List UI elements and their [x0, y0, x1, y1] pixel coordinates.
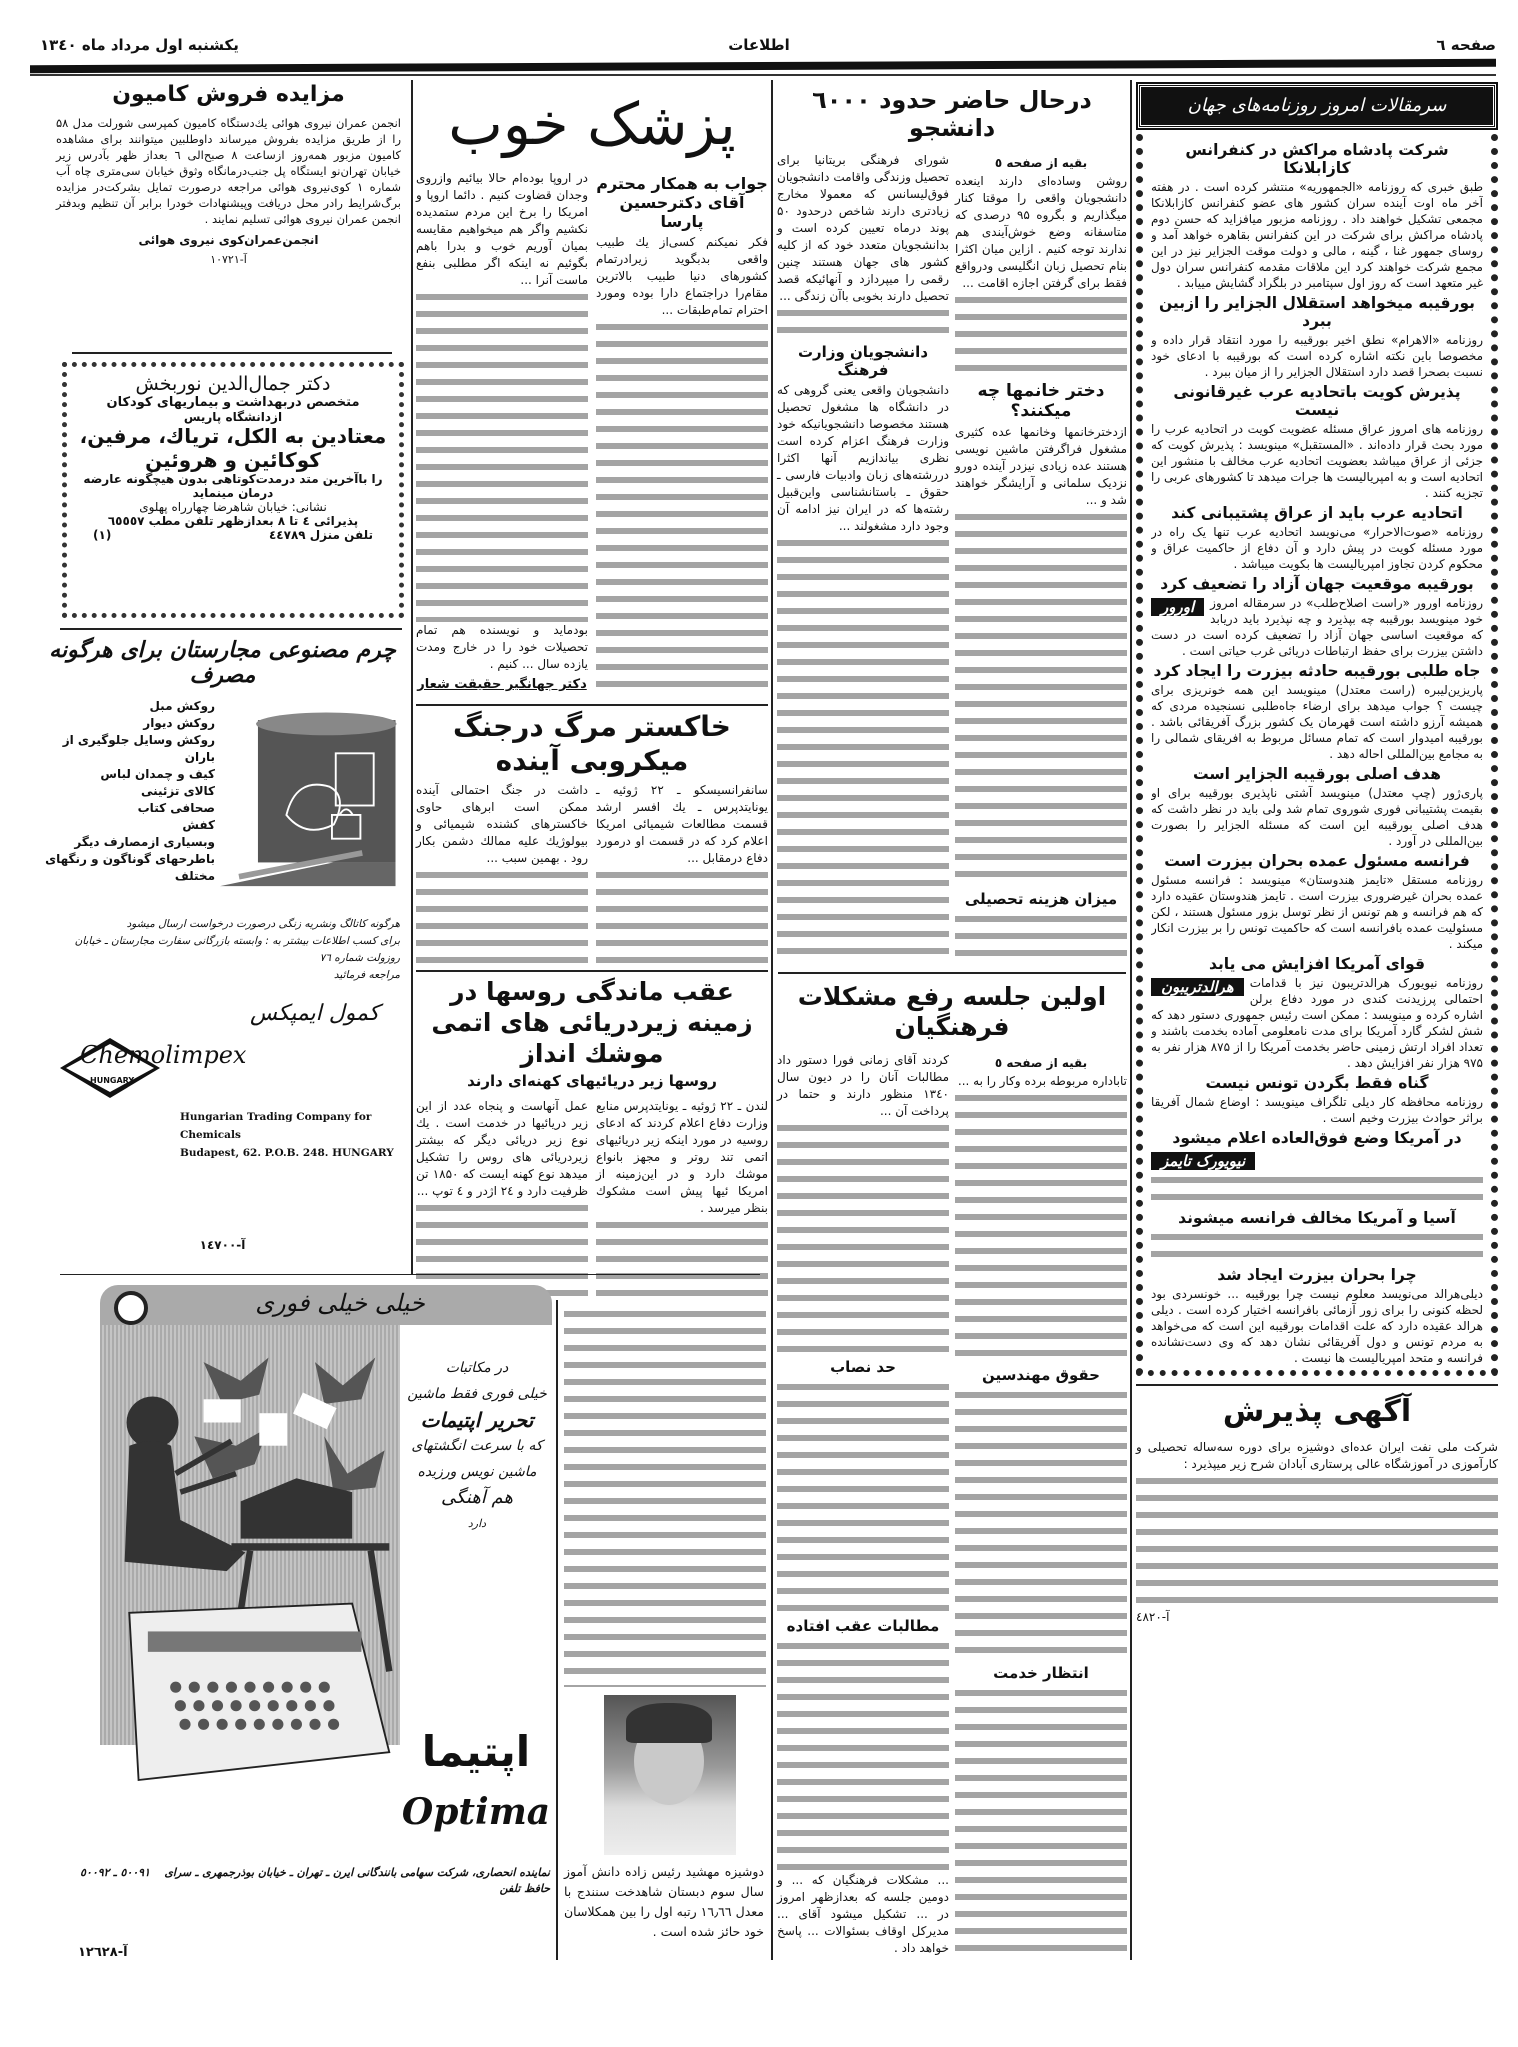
- editorials-banner: سرمقالات امروز روزنامه‌های جهان: [1138, 84, 1496, 128]
- illegible-text-lines: [596, 1217, 768, 1298]
- editorial-article: [1151, 1071, 1483, 1126]
- editorials-column: [1136, 84, 1498, 1626]
- column-divider: [1130, 80, 1132, 1960]
- editorial-headline: قوای آمریکا افزایش می یابد: [1208, 955, 1426, 973]
- article-text: داشت در جنگ احتمالی آینده ممکن است ابرهای حاوی خاکسترهای کشنده شیمیائی و بیولوژیك علیه ممالك دشمن بکار رود . بهمین سبب ...: [416, 783, 588, 865]
- ad-code: (۱): [93, 528, 112, 542]
- article-text: کردند آقای زمانی فورا دستور داد مطالبات آنان را در دیون سال ۱۳٤۰ منظور دارند و حتما در پرداخت آن ...: [777, 1053, 949, 1118]
- teachers-subcolumn-right: [955, 1052, 1127, 1957]
- newspaper-logo: نیویورک تایمز: [1151, 1152, 1255, 1170]
- contact-info: برای کسب اطلاعات بیشتر به : وابسته بازرگانی سفارت مجارستان ـ خیابان روزولت شماره ٧٦: [74, 935, 400, 964]
- editorial-body: [1151, 872, 1483, 952]
- editorial-text: دیلی‌هرالد می‌نویسد معلوم نیست چرا بورقیبه ... خونسردی بود لحظه کنونی را برای زور آزمائی بافرانسه اختیار کرده است . دیلی هرالد عقیده دارد که علت اقدامات بورقیبه این است که می‌خواهد به مردم تونس و دول آفریقائی نشان دهد که وی دست‌نشانده فرانسه و متحد امپریالیست ها نیست .: [1151, 1287, 1483, 1365]
- editorial-article: [1151, 501, 1483, 572]
- article-text: روشن وساده‌ای دارند اینعده دانشجویان واقعی را موقتا کنار میگذاریم و بگروه ۹۵ درصدی که متاسفانه وضع خوش‌آیندی هم ندارند توجه کنیم . ازاین میان اکثرا بنام تحصیل زبان انگلیسی ودرواقع فقط برای گرفتن اجازه اقامت ...: [955, 174, 1127, 290]
- illegible-text-lines: [416, 289, 588, 622]
- leather-roll-illustration: [220, 708, 405, 903]
- illegible-text-lines: [955, 292, 1127, 377]
- illegible-text-lines: [777, 1638, 949, 1872]
- editorial-body: [1151, 682, 1483, 762]
- editorial-text: روزنامه های امروز عراق مسئله عضویت کویت در اتحادیه عرب را مورد بحث قرار داده‌اند . «المستقبل» مینویسد : پذیرش کویت که جزئی از عراق میباشد بعضویت اتحادیه عرب مخالف با منشور این اتحادیه است و به امپریالیست ها جرات میدهد تا کشورهای عربی را تجزیه کنند .: [1151, 422, 1483, 500]
- contact-info-2: مراجعه فرمائید: [333, 969, 400, 981]
- editorial-headline: جاه طلبی بورقیبه حادثه بیزرت را ایجاد کرد: [1153, 662, 1481, 680]
- slogan-line: که با سرعت انگشتهای: [411, 1438, 543, 1454]
- illegible-text-lines: [596, 319, 768, 690]
- illegible-text-lines: [955, 911, 1127, 962]
- slogan-line: تحریر اپتیمات: [420, 1408, 534, 1432]
- teachers-subcolumn-left: [777, 1052, 949, 1957]
- article-text: ... مشکلات فرهنگیان که ... و دومین جلسه که بعدازظهر امروز در ... تشکیل میشود آقای ... مدیرکل اوقاف بسئوالات ... پاسخ خواهد داد .: [777, 1873, 949, 1955]
- illegible-text-lines: [955, 1090, 1127, 1362]
- column-divider: [556, 1300, 558, 1960]
- editorial-list: [1151, 138, 1483, 1366]
- doctor-home-phone: [73, 528, 393, 542]
- illegible-text-lines: [777, 1120, 949, 1354]
- ad-text: را باآخرین متد درمدت‌کوتاهی بدون هیچگونه عارضه درمان مینماید: [83, 472, 383, 500]
- article-text: بودماید و نویسنده هم تمام تحصیلات خود را در خارج ومدت یازده سال ... کنیم .: [416, 623, 588, 671]
- use-item: کالای تزئینی: [140, 784, 215, 798]
- company-info: [180, 1108, 405, 1162]
- editorial-headline: بورقیبه میخواهد استقلال الجزایر را ازبین ببرد: [1158, 294, 1476, 330]
- issue-date: یکشنبه اول مرداد ماه ١٣٤٠: [40, 36, 239, 54]
- optima-typewriter-ad: [80, 1285, 552, 1925]
- section-rule: [72, 352, 392, 354]
- editorial-text: روزنامه نیویورک هرالدتریبون نیز با قدامات احتمالی پرزیدنت کندی در مورد دفاع برلن اشاره کرده و مینویسد : ممکن است رئیس جمهوری دستور دهد که شش لشکر گارد آمریکا برای مدت نامعلومی آماده بخدمت باشند و تعداد افراد ارتش زمینی حاضر بخدمت آمریکا را از ۸۷۵ هزار نفر به ۹۷۵ هزار نفر افزایش دهد .: [1151, 976, 1483, 1070]
- ad-headline: معتادین به الکل، تریاك، مرفین،: [79, 424, 387, 448]
- editorial-article: [1151, 291, 1483, 380]
- article-text: سانفرانسیسکو ـ ۲۲ ژوئیه ـ یونایتدپرس ـ یك افسر ارشد قسمت مطالعات شیمیائی امریکا اعلام کرد که در قسمت او درمورد دفاع درمقابل ...: [596, 783, 768, 865]
- section-rule: [778, 972, 1126, 974]
- column-divider: [411, 80, 413, 1275]
- company-address: Budapest, 62. P.O.B. 248. HUNGARY: [180, 1147, 394, 1159]
- submarines-headline: عقب ماندگی روسها در زمینه زیردریائی های اتمی موشك انداز: [431, 977, 753, 1068]
- optima-brand-logo: Optima: [401, 1791, 551, 1833]
- use-item: روکش دیوار: [143, 716, 215, 730]
- editorial-article: [1151, 572, 1483, 659]
- article-text: تاباداره مربوطه برده وکار را به ...: [957, 1074, 1127, 1088]
- company-name: Hungarian Trading Company for Chemicals: [180, 1111, 372, 1141]
- chemolimpex-leather-ad: [40, 638, 405, 1268]
- illegible-text-lines: [955, 1387, 1127, 1659]
- editorial-headline: آسیا و آمریکا مخالف فرانسه میشوند: [1178, 1209, 1456, 1227]
- doctor-nourbakhsh-ad: [62, 362, 404, 618]
- dealer-phones: ٥٠٠٩١ ـ ٥٠٠٩٢: [80, 1866, 150, 1879]
- subheading: انتظار خدمت: [993, 1663, 1089, 1682]
- subheading: دانشجویان وزارت فرهنگ: [797, 343, 929, 379]
- admission-title: آگهی پذیرش: [1222, 1394, 1412, 1429]
- students-headline: درحال حاضر حدود ٦٠٠٠ دانشجو: [812, 86, 1092, 142]
- subheading: حقوق مهندسین: [982, 1366, 1100, 1385]
- doctor-hours: پذیرائی ٤ تا ٨ بعدازظهر تلفن مطب ٦٥٥٥٧: [107, 514, 359, 528]
- editorial-article: [1151, 952, 1483, 1071]
- student-photo: [604, 1695, 736, 1855]
- ad-headline: کوکائین و هروئین: [145, 448, 321, 472]
- students-subcolumn-right: [955, 152, 1127, 962]
- optima-slogan: [402, 1355, 552, 1537]
- admission-notice: [1136, 1386, 1498, 1626]
- ad-signature: انجمن‌عمران‌کوی نیروی هوائی: [138, 233, 319, 247]
- germ-war-subcolumn-right: [596, 782, 768, 964]
- subheading: میزان هزینه تحصیلی: [964, 890, 1118, 908]
- editorial-headline: اتحادیه عرب باید از عراق پشتیبانی کند: [1171, 504, 1463, 522]
- doctor-subcolumn-left: [416, 170, 588, 695]
- chemolimpex-logo-text: Chemolimpex: [80, 1041, 247, 1069]
- section-rule: [416, 970, 768, 972]
- subheading: دختر خانمها چه میکنند؟: [977, 381, 1105, 421]
- illegible-text-lines: [777, 305, 949, 339]
- editorial-text: روزنامه «صوت‌الاحرار» می‌نویسد اتحادیه عرب تنها یک راه در مورد مسئله کویت در پیش دارد و آن دفاع از حاکمیت عراق و محکوم کردن تجاوز امپریالیست ها بکویت میباشد .: [1151, 525, 1483, 571]
- continued-label: بقیه از صفحه ٥: [994, 156, 1088, 170]
- masthead-rule: [30, 59, 1496, 73]
- section-rule: [60, 1274, 760, 1275]
- masthead-rule-thin: [30, 74, 1496, 76]
- ad-text: انجمن عمران نیروی هوائی یك‌دستگاه کامیون کمپرسی شورلت مدل ۵۸ را از طریق مزایده بفروش میرساند داوطلبین میتوانند برای مشاهده کامیون مزبور همه‌روز ازساعت ۸ صبح‌الی ٦ بعداز ظهر بآدرس زیر خیابان تهران‌نو ایستگاه پل جنب‌درمانگاه وثوق خیابان سی‌متری چاه آب شماره ۱ کوی‌نیروی هوائی مراجعه درصورت تمایل بشرکت‌در مزایده برگ‌شرایط رادر محل دریافت وپیشنهادات خودرا برابر آن تنظیم وبدفتر انجمن عمران نیروی هوائی تسلیم نمایند .: [56, 116, 401, 226]
- doctor-headline: پزشک خوب: [448, 90, 736, 158]
- use-item: وبسیاری ازمصارف دیگر باطرحهای گوناگون و رنگهای مختلف: [45, 835, 215, 883]
- subheading: حد نصاب: [830, 1358, 896, 1376]
- editorial-headline: چرا بحران بیزرت ایجاد شد: [1217, 1266, 1417, 1284]
- doctor-address: نشانی: خیابان شاهرضا چهارراه پهلوی: [139, 500, 327, 514]
- ad-code: آ-١٢٦٢٨: [78, 1945, 128, 1960]
- section-rule: [60, 628, 402, 630]
- catalog-note: هرگونه کاتالگ ونشریه زنگی درصورت درخواست ارسال میشود: [126, 918, 400, 930]
- ad-title: مزایده فروش کامیون: [112, 82, 345, 107]
- illegible-text-lines: [596, 867, 768, 964]
- editorial-text: روزنامه «الاهرام» نطق اخیر بورقیبه را مورد انتقاد قرار داده و مخصوصا باین نکته اشاره کرده است که بورقیبه با ادعای خود نسبت بصحرا قصد دارد استقلال الجزایر را از میان ببرد .: [1151, 333, 1483, 379]
- page-number: صفحه ٦: [1436, 36, 1496, 54]
- illegible-text-lines: [564, 1306, 766, 1687]
- illegible-text-lines: [1151, 1229, 1483, 1263]
- doctor-subcolumn-right: [596, 170, 768, 690]
- ad-headline: خیلی خیلی فوری: [255, 1289, 425, 1317]
- author-signature: دکتر جهانگیر حقیقت شعار: [417, 677, 587, 692]
- editorial-headline: هدف اصلی بورقیبه الجزایر است: [1193, 765, 1441, 783]
- dealer-text: نماینده انحصاری، شرکت سهامی بانندگانی ایرن ـ تهران ـ خیابان بوذرجمهری ـ سرای حافظ تلفن: [164, 1866, 550, 1895]
- section-rule: [416, 704, 768, 706]
- newspaper-logo: هرالدتریبون: [1151, 978, 1244, 996]
- dealer-info: [80, 1865, 550, 1897]
- truck-auction-ad: [56, 82, 401, 266]
- use-item: کفش: [182, 818, 215, 832]
- editorial-body: [1151, 975, 1483, 1071]
- editorial-article: [1151, 849, 1483, 952]
- newspaper-logo: اورور: [1151, 598, 1204, 616]
- editorial-text: روزنامه محافظه کار دیلی تلگراف مینویسد : اوضاع شمال آفریقا براثر حوادث بیزرت وخیم است .: [1151, 1095, 1483, 1125]
- editorial-headline: بورقیبه موقعیت جهان آزاد را تضعیف کرد: [1160, 575, 1474, 593]
- editorial-headline: در آمریکا وضع فوق‌العاده اعلام میشود: [1172, 1129, 1462, 1147]
- article-text: ازدخترخانمها وخانمها عده کثیری مشغول فراگرفتن ماشین نویسی هستند عده زیادی نیزدر آینده دورو نزدیک سلمانی و آرایشگر خواهند شد و ...: [955, 425, 1127, 507]
- editorial-headline: گناه فقط بگردن تونس نیست: [1205, 1074, 1429, 1092]
- editorial-body: [1151, 1286, 1483, 1366]
- doctor-university: ازدانشگاه پاریس: [183, 410, 283, 424]
- germ-war-subcolumn-left: [416, 782, 588, 964]
- typist-illustration: [100, 1325, 400, 1845]
- slogan-line: خیلی فوری فقط ماشین: [407, 1386, 547, 1402]
- ad-headline: چرم مصنوعی مجارستان برای هرگونه مصرف: [49, 638, 396, 688]
- illegible-text-lines: [1151, 1172, 1483, 1206]
- editorial-body: [1151, 1149, 1483, 1172]
- illegible-text-lines: [777, 535, 949, 962]
- use-item: روکش وسایل جلوگیری از باران: [62, 733, 215, 764]
- editorial-article: [1151, 138, 1483, 291]
- admission-text: شرکت ملی نفت ایران عده‌ای دوشیزه برای دوره سه‌ساله تحصیلی و کارآموزی در آموزشگاه عالی پرستاری آبادان شرح زیر میپذیرد :: [1136, 1440, 1498, 1471]
- article-text: در اروپا بوده‌ام حالا بیائیم وازروی وجدان قضاوت کنیم . دائما اروپا و امریکا را برخ این مردم ستمدیده نکشیم واگر هم میخواهیم مقایسه بمیان آوریم خوب و بدرا باهم بگوئیم نه اینکه اگر مطلبی بنفع ماست آنرا ...: [416, 171, 588, 287]
- slogan-line: هم آهنگی: [440, 1487, 514, 1508]
- doctor-name: دکتر جمال‌الدین نوربخش: [135, 373, 331, 395]
- use-item: روکش مبل: [149, 699, 215, 713]
- students-subcolumn-left: [777, 152, 949, 962]
- article-text: فکر نمیکنم کسی‌از یك طبیب واقعی بدبگوید زیرادرتمام کشورهای دنیا طبیب بالاترین مقام‌را دراجتماع دارا بوده ومورد احترام تمام‌طبقات ...: [596, 235, 768, 317]
- continued-label: بقیه از صفحه ٥: [994, 1056, 1088, 1070]
- illegible-text-lines: [955, 1685, 1127, 1957]
- column-divider: [771, 80, 773, 1960]
- illegible-text-lines: [416, 1200, 588, 1298]
- editorial-article: [1151, 1126, 1483, 1206]
- logo-country: HUNGARY: [90, 1076, 135, 1085]
- editorial-body: [1151, 595, 1483, 659]
- ad-code: آ-١٤٧٠٠: [199, 1238, 246, 1252]
- illegible-text-lines: [777, 1379, 949, 1613]
- article-text: شورای فرهنگی بریتانیا برای تحصیل وزندگی واقامت دانشجویان فوق‌لیسانس که معمولا مخارج زیادتری دارند شاخص درحدود ۵۰ پوند درماه تعیین کرده است و بدانشجویان متعدد خود که از کلیه کشور های جهان هستند چنین رقمی را میپردازد و آنهائیکه قصد تحصیل دارند بخوبی باآن زندگی ...: [777, 153, 949, 303]
- spiral-logo-icon: [114, 1291, 148, 1325]
- editorial-article: [1151, 659, 1483, 762]
- article-text: دانشجویان واقعی یعنی گروهی که در دانشگاه ها مشغول تحصیل هستند مخصوصا دانشجویانیکه خود وزارت فرهنگ اعزام کرده است نظری بیاندازیم آنها اکثرا دررشته‌های زبان وادبیات فارسی ـ حقوق ـ باستانشناسی واین‌قبیل رشته‌ها که در ایران نیز ادامه آن وجود دارد مشغولند ...: [777, 383, 949, 533]
- optima-brand-persian: اپتیما: [421, 1727, 531, 1776]
- editorial-body: [1151, 524, 1483, 572]
- doctor-specialty: متخصص دربهداشت و بیماریهای کودکان: [106, 395, 360, 410]
- admission-code: آ-٤٨٢٠: [1136, 1610, 1170, 1624]
- brand-name-persian: کمول ایمپکس: [250, 1001, 380, 1026]
- slogan-line: در مکاتبات: [445, 1360, 509, 1376]
- editorial-body: [1151, 1094, 1483, 1126]
- slogan-line: دارد: [467, 1517, 487, 1530]
- submarines-subcolumn-right: [596, 1098, 768, 1298]
- subheading: مطالبات عقب افتاده: [786, 1617, 940, 1635]
- editorial-headline: پذیرش کویت باتحادیه عرب غیرقانونی نیست: [1173, 383, 1461, 419]
- ad-code: آ-١٠٧٢١: [210, 253, 247, 266]
- editorial-text: طبق خبری که روزنامه «الجمهوریه» منتشر کرده است . در هفته آخر ماه اوت آینده سران کشور های عضو کنفرانس کازابلانکا مجمعی تشکیل خواهند داد . روزنامه مزبور میافزاید که حسن دوم پادشاه مراکش برای شرکت در این کنفرانس بقاهره خواهد آمد و روسای جمهور غنا ، گینه ، مالی و دولت موقت الجزایر نیز در این مجمع شرکت خواهند کرد این ملاقات مقدمه کنفرانس سران دول غیر متعهد است که روز اول سپتامبر در بلگراد گشایش مییابد .: [1151, 180, 1483, 290]
- editorial-text: روزنامه مستقل «تایمز هندوستان» مینویسد : فرانسه مسئول عمده بحران غیرضروری بیزرت است . تایمز هندوستان عقیده دارد که هم فرانسه و هم تونس از نظر توسل بزور مسئول هستند ، لکن مسئولیت عمده بافرانسه است که حاکمیت تونس را بر بیزرت انکار میکند .: [1151, 873, 1483, 951]
- teachers-headline: اولین جلسه رفع مشکلات فرهنگیان: [797, 982, 1107, 1041]
- uses-list: [40, 698, 215, 885]
- editorial-headline: شرکت پادشاه مراکش در کنفرانس کازابلانکا: [1185, 141, 1449, 177]
- submarines-subcolumn-left: [416, 1098, 588, 1298]
- photo-caption: دوشیزه مهشید رئیس زاده دانش آموز سال سوم دبستان شاهدخت سنندج با معدل ۱٦٫٦٦ رتبه اول را بین همکلاسان خود حائز شده است .: [564, 1864, 764, 1939]
- editorial-body: [1151, 421, 1483, 501]
- illegible-text-lines: [416, 867, 588, 964]
- subheading: جواب به همکار محترم آقای دکترحسین پارسا: [596, 174, 768, 231]
- submarines-heading-block: [416, 976, 768, 1091]
- germ-war-headline: خاکستر مرگ درجنگ میکروبی آینده: [452, 710, 731, 777]
- newspaper-name: اطلاعات: [728, 36, 790, 54]
- editorial-headline: فرانسه مسئول عمده بحران بیزرت است: [1164, 852, 1470, 870]
- hair-shape: [626, 1703, 712, 1743]
- editorial-article: [1151, 762, 1483, 849]
- leather-ad-info: [40, 916, 400, 984]
- editorial-article: [1151, 1263, 1483, 1366]
- home-phone-text: تلفن منزل ٤٤٧٨٩: [268, 528, 373, 542]
- illegible-text-lines: [955, 509, 1127, 886]
- editorial-article: [1151, 380, 1483, 501]
- editorial-body: [1151, 179, 1483, 291]
- slogan-line: ماشین نویس ورزیده: [417, 1464, 537, 1480]
- illegible-text-lines: [1136, 1473, 1498, 1609]
- editorial-article: [1151, 1206, 1483, 1263]
- article-text: عمل آنهاست و پنجاه عدد از این زیر دریائیها در خدمت است . یك نوع زیر دریائی دیگر که بیشتر زیردریائی های روس را تشکیل میدهد نوع کهنه ایست که ۱۸۵۰ تن ظرفیت دارد و ۲٤ اژدر و ٤ توپ ...: [416, 1099, 588, 1198]
- use-item: کیف و چمدان لباس: [100, 767, 215, 781]
- editorial-text: پاری‌ژور (چپ معتدل) مینویسد آشتی ناپذیری بورقیبه برای او بقیمت پشتیبانی فوری شوروی تمام شد ولی باید در نظر داشت که هدف اصلی بورقیبه این است که مسئله الجزایر را بصورت بین‌المللی در آورد .: [1151, 786, 1483, 848]
- editorial-body: [1151, 785, 1483, 849]
- article-text: لندن ـ ۲۲ ژوئیه ـ یونایتدپرس منابع وزارت دفاع اعلام کردند که ادعای روسیه در مورد اینکه زیر دریائیهای اتمی تند روتر و مجهز بانواع موشك دارد و در این‌زمینه از امریکا ئیها پیش است مشکوك بنظر میرسد .: [596, 1099, 768, 1215]
- editorials-box: [1136, 134, 1498, 1376]
- use-item: صحافی کتاب: [137, 801, 215, 815]
- editorial-body: [1151, 332, 1483, 380]
- editorial-text: پاریزین‌لیبره (راست معتدل) مینویسد این همه خونریزی برای چیست ؟ جواب میدهد برای ارضاء جاه‌طلبی نسنجیده مردی که همیشه آرزو داشته است قهرمان یک کشور بزرگ آفریقائی باشد . بورقیبه امیدوار است که تمام مسائل مربوط به افریقای شمالی را به مجامع بین‌المللی احاله دهد .: [1151, 683, 1483, 761]
- submarines-subheadline: روسها زیر دریائیهای کهنه‌ای دارند: [467, 1072, 717, 1090]
- editorial-text: روزنامه اورور «راست اصلاح‌طلب» در سرمقاله امروز خود مینویسد بورقیبه چه بپذیرد و چه نپذیرد باید دریابد که موقعیت اساسی جهان آزاد را تضعیف کرده است در دست داشتن بیزرت برای حفظ ارتباطات دریائی غرب حیاتی است .: [1151, 596, 1483, 658]
